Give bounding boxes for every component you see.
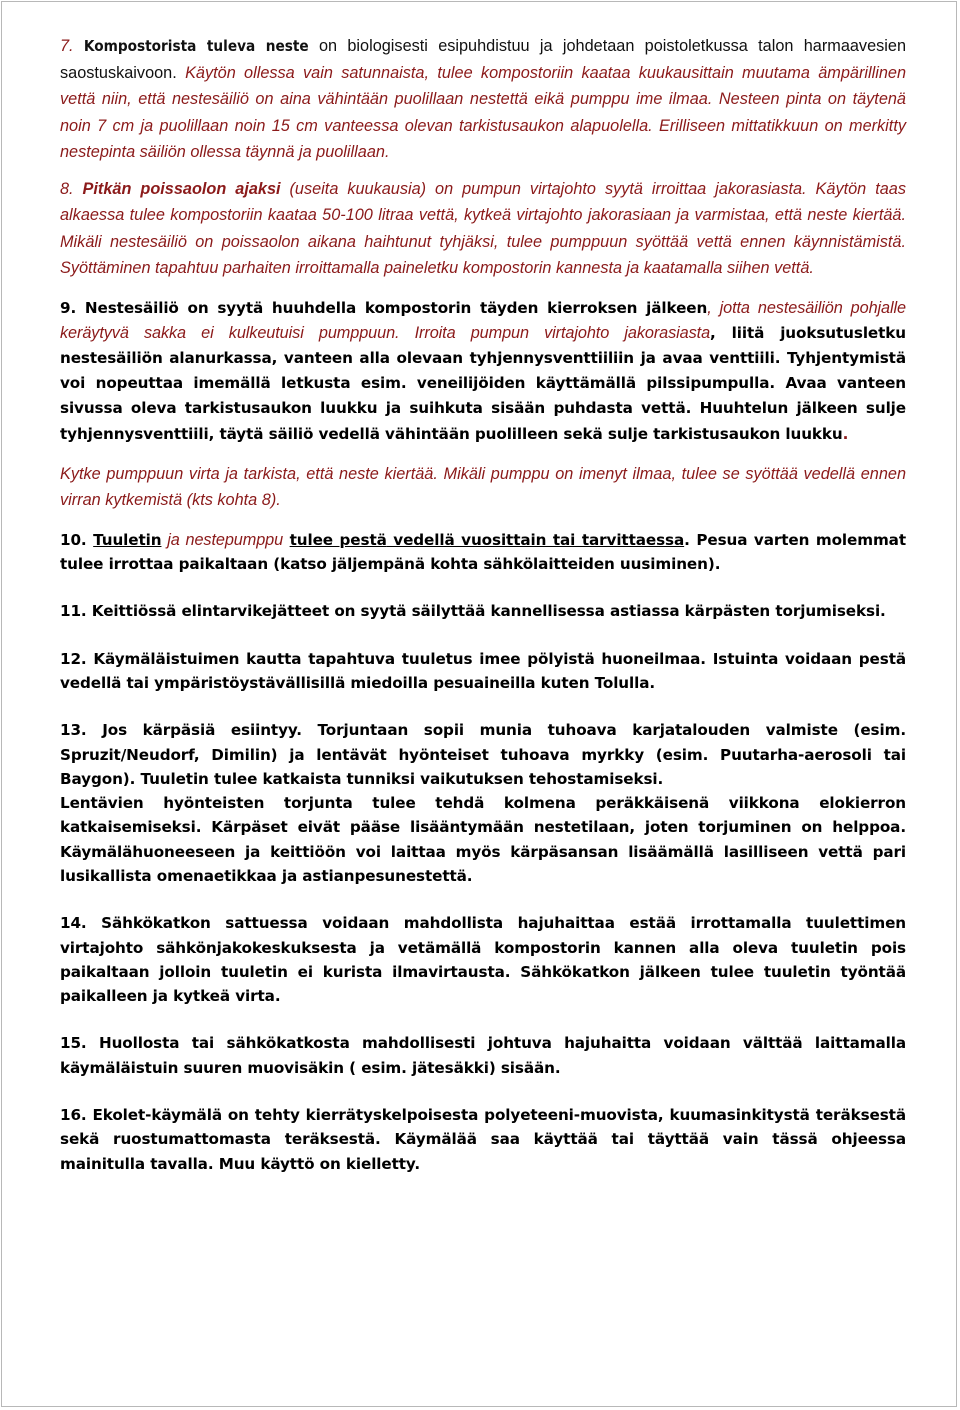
item-14 — [60, 911, 906, 1008]
item-7-text-1: on biologisesti esipuhdistuu ja johdetaan poistoletkussa talon harmaavesien saostuskaivoon. — [60, 37, 906, 82]
item-9-extra-text: Kytke pumppuun virta ja tarkista, että neste kiertää. Mikäli pumppu on imenyt ilmaa, tulee se syöttää vedellä ennen virran kytkemistä (kts kohta 8). — [60, 464, 906, 510]
item-7-number: 7. — [60, 37, 84, 55]
item-9-text-4: . — [842, 424, 849, 443]
item-9-text-1: kompostorin täyden kierroksen jälkeen — [356, 298, 708, 317]
item-8-text-1: (useita kuukausia) on pumpun virtajohto syytä irroittaa jakorasiasta. — [280, 179, 807, 198]
item-14-text-1: voidaan mahdollista hajuhaittaa estää irrottamalla tuulettimen virtajohto sähkönjakokeskuksesta ja vetämällä kompostorin kannen alla oleva tuuletin pois paikaltaan jolloin tuuletin ei kurista ilmavirtausta. Sähkökatkon jälkeen tulee tuuletin työntää paikalleen ja kytkeä virta. — [60, 914, 906, 1006]
item-16 — [60, 1103, 906, 1176]
item-13-text-2: Lentävien hyönteisten torjunta tulee tehdä kolmena peräkkäisenä viikkona elokierron katkaisemiseksi. Kärpäset eivät pääse lisääntymään nestetilaan, joten torjuminen on helppoa. Käymälähuoneeseen ja keittiöön voi laittaa myös kärpäsansan lisäämällä lasilliseen vettä pari lusikallista omenaetikkaa ja astianpesunestettä. — [60, 794, 906, 885]
item-15-number: 15. — [60, 1034, 99, 1053]
item-16-number: 16. — [60, 1106, 93, 1125]
item-10-text-2: . Pesua varten molemmat tulee irrottaa paikaltaan (katso jäljempänä kohta sähkölaitteiden uusiminen). — [60, 530, 906, 574]
item-10-heading-1: Tuuletin — [93, 530, 162, 549]
item-15-text-1: voidaan välttää laittamalla käymäläistuin suuren muovisäkin ( esim. jätesäkki) sisään. — [60, 1034, 906, 1077]
item-16-heading: Ekolet-käymälä on tehty kierrätyskelpoisesta — [92, 1106, 479, 1125]
item-10-number: 10. — [60, 530, 94, 549]
item-8-text-2: Käytön taas alkaessa tulee kompostoriin kaataa 50-100 litraa vettä, kytkeä virtajohto jakorasiaan ja varmistaa, että neste kiertää. — [60, 179, 906, 224]
item-10-middle: ja nestepumppu — [161, 530, 284, 549]
item-10-text-1: vedellä vuosittain tai tarvittaessa — [386, 530, 685, 549]
item-7-heading: Kompostorista tuleva neste — [83, 37, 309, 55]
document-body — [60, 33, 906, 1176]
item-8-heading: Pitkän poissaolon ajaksi — [82, 179, 281, 198]
item-9 — [60, 296, 906, 447]
item-13-continued — [60, 791, 906, 888]
item-14-number: 14. — [60, 914, 102, 933]
item-12 — [60, 647, 906, 696]
item-10 — [60, 528, 906, 577]
item-9-number: 9. — [60, 298, 85, 317]
item-9-text-3: , liitä juoksutusletku nestesäiliön alanurkassa, vanteen alla olevaan tyhjennysventtiiliin ja avaa venttiili. Tyhjentymistä voi nopeuttaa imemällä letkusta esim. veneilijöiden käyttämällä pilssipumpulla. Avaa vanteen sivussa oleva tarkistusaukon luukku ja suihkuta sisään puhdasta vettä. Huuhtelun jälkeen sulje tyhjennysventtiili, täytä säiliö vedellä vähintään puolilleen sekä sulje tarkistusaukon luukku — [60, 323, 906, 443]
item-13-text-1: 13. Jos kärpäsiä esiintyy. Torjuntaan sopii munia tuhoava karjatalouden valmiste (esim. Spruzit/Neudorf, Dimilin) ja lentävät hyönteiset tuhoava myrkky (esim. Puutarha-aerosoli tai Baygon). Tuuletin tulee katkaista tunniksi vaikutuksen tehostamiseksi. — [60, 721, 906, 788]
item-12-heading: Käymäläistuimen — [93, 649, 240, 668]
item-12-text-1: kautta tapahtuva tuuletus imee pölyistä huoneilmaa. Istuinta voidaan pestä vedellä tai ympäristöystävällisillä miedoilla pesuaineilla kuten Tolulla. — [60, 649, 907, 692]
item-11-number: 11. — [60, 602, 92, 621]
item-8-number: 8. — [60, 179, 83, 198]
item-9-heading: Nestesäiliö on syytä huuhdella — [84, 298, 357, 317]
item-9-extra — [60, 461, 906, 514]
item-12-number: 12. — [60, 649, 94, 668]
item-7 — [60, 33, 906, 166]
item-9-text-2: , jotta nestesäiliön pohjalle keräytyvä sakka ei kulkeutuisi pumppuun. Irroita pumpun virtajohto jakorasiasta — [60, 298, 906, 342]
item-10-heading-2: tulee pestä — [289, 530, 387, 549]
item-8-text-3: Mikäli nestesäiliö on poissaolon aikana haihtunut tyhjäksi, tulee pumppuun syöttää vettä ennen käynnistämistä. Syöttäminen tapahtuu parhaiten irroittamalla paineletku kompostorin kannesta ja kaatamalla siihen vettä. — [60, 232, 906, 277]
item-11-heading: Keittiössä elintarvikejätteet — [91, 602, 330, 621]
item-14-heading: Sähkökatkon sattuessa — [101, 914, 308, 933]
item-16-text-2: Käymälää saa käyttää tai täyttää vain tässä ohjeessa mainitulla tavalla — [60, 1130, 906, 1173]
item-8 — [60, 176, 906, 282]
item-7-text-3: Nesteen pinta on täytenä noin 7 cm ja puolillaan noin 15 cm vanteessa olevan tarkistusaukon alapuolella. Erilliseen mittatikkuun on merkitty nestepinta säiliön ollessa täynnä ja puolillaan. — [60, 90, 906, 161]
item-7-text-2: Käytön ollessa vain satunnaista, tulee kompostoriin kaataa kuukausittain muutama ämpärillinen vettä niin, että nestesäiliö on aina vähintään puolillaan nestettä eikä pumppu ime ilmaa. — [60, 63, 906, 108]
item-15-heading: Huollosta tai sähkökatkosta mahdollisesti johtuva hajuhaitta — [98, 1034, 652, 1053]
item-11-text-1: on syytä säilyttää kannellisessa astiassa kärpästen torjumiseksi. — [329, 602, 886, 621]
item-13 — [60, 718, 906, 791]
item-16-text-1: polyeteeni-muovista, kuumasinkitystä teräksestä sekä ruostumattomasta teräksestä. — [60, 1106, 906, 1149]
item-16-text-3: . Muu käyttö on kielletty. — [207, 1154, 420, 1173]
item-15 — [60, 1031, 906, 1080]
item-11 — [60, 599, 906, 623]
